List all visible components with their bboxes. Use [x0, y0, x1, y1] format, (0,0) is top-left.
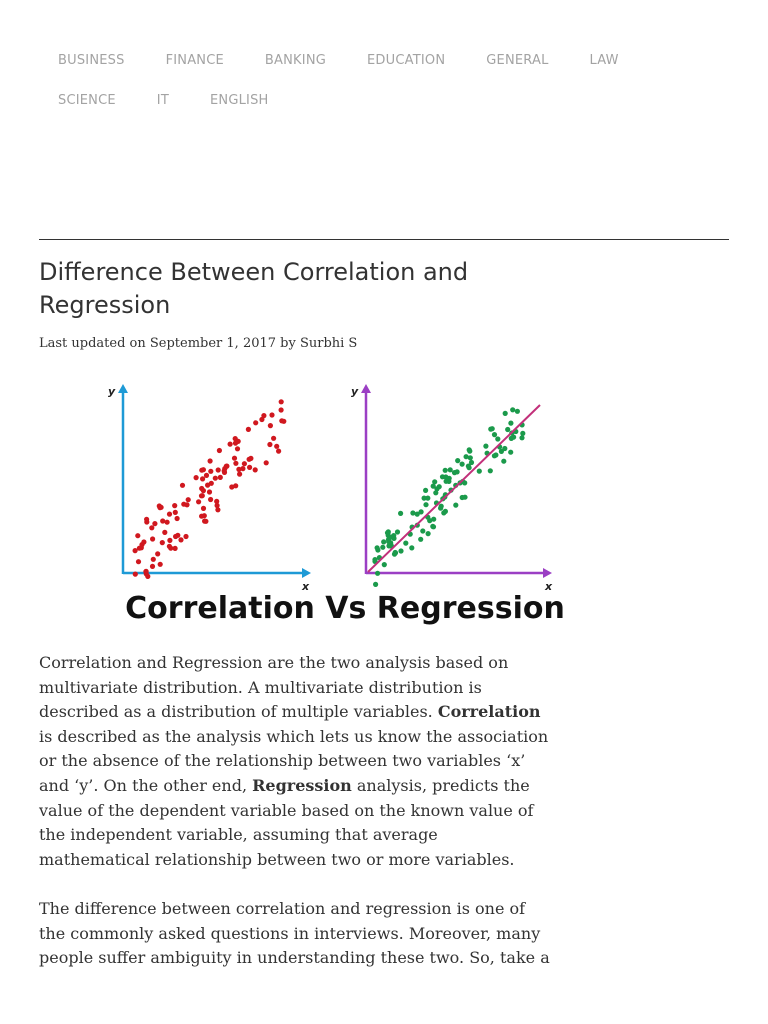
correlation-point	[167, 512, 172, 517]
correlation-point	[199, 493, 204, 498]
correlation-points	[133, 399, 287, 579]
header-divider	[39, 239, 729, 240]
nav-item-business[interactable]: BUSINESS	[58, 52, 125, 68]
regression-point	[490, 426, 495, 431]
correlation-point	[216, 467, 221, 472]
regression-y-arrow	[361, 384, 371, 393]
correlation-point	[207, 489, 212, 494]
regression-point	[519, 435, 524, 440]
correlation-point	[237, 472, 242, 477]
regression-point	[483, 444, 488, 449]
regression-points	[372, 407, 525, 587]
correlation-point	[201, 506, 206, 511]
correlation-point	[209, 481, 214, 486]
regression-point	[375, 545, 380, 550]
regression-point	[431, 517, 436, 522]
correlation-point	[253, 467, 258, 472]
regression-point	[390, 535, 395, 540]
regression-point	[448, 467, 453, 472]
regression-point	[460, 495, 465, 500]
correlation-point	[184, 502, 189, 507]
correlation-point	[204, 473, 209, 478]
regression-point	[453, 503, 458, 508]
regression-point	[437, 484, 442, 489]
regression-point	[423, 488, 428, 493]
regression-point	[503, 411, 508, 416]
correlation-point	[247, 457, 252, 462]
regression-point	[380, 545, 385, 550]
correlation-point	[217, 448, 222, 453]
correlation-point	[236, 439, 241, 444]
correlation-point	[152, 521, 157, 526]
regression-point	[381, 539, 386, 544]
correlation-point	[150, 564, 155, 569]
nav-row-1	[58, 40, 718, 80]
correlation-point	[167, 538, 172, 543]
correlation-point	[202, 513, 207, 518]
regression-point	[469, 460, 474, 465]
regression-point	[511, 435, 516, 440]
correlation-point	[229, 484, 234, 489]
regression-point	[386, 543, 391, 548]
regression-point	[443, 468, 448, 473]
nav-item-law[interactable]: LAW	[589, 52, 619, 68]
regression-point	[385, 530, 390, 535]
correlation-point	[162, 530, 167, 535]
correlation-point	[155, 551, 160, 556]
regression-point	[455, 458, 460, 463]
post-meta: Last updated on September 1, 2017 by Surbhi S	[39, 336, 358, 351]
regression-point	[403, 541, 408, 546]
regression-point	[419, 509, 424, 514]
nav-item-science[interactable]: SCIENCE	[58, 92, 116, 108]
nav-item-education[interactable]: EDUCATION	[367, 52, 446, 68]
regression-point	[508, 450, 513, 455]
correlation-point	[208, 469, 213, 474]
correlation-point	[235, 446, 240, 451]
correlation-point	[208, 497, 213, 502]
regression-point	[502, 446, 507, 451]
correlation-point	[194, 475, 199, 480]
correlation-point	[199, 486, 204, 491]
correlation-x-label: x	[302, 580, 310, 593]
correlation-point	[167, 544, 172, 549]
term-regression: Regression	[252, 775, 352, 795]
regression-point	[410, 510, 415, 515]
regression-point	[423, 502, 428, 507]
regression-point	[488, 468, 493, 473]
nav-row-2	[58, 80, 718, 120]
correlation-point	[135, 533, 140, 538]
correlation-x-arrow	[302, 568, 311, 578]
regression-point	[492, 432, 497, 437]
correlation-point	[175, 516, 180, 521]
nav-item-banking[interactable]: BANKING	[264, 52, 327, 68]
correlation-point	[242, 461, 247, 466]
regression-point	[393, 550, 398, 555]
correlation-point	[186, 497, 191, 502]
correlation-point	[224, 464, 229, 469]
correlation-point	[150, 536, 155, 541]
regression-point	[431, 484, 436, 489]
correlation-point	[232, 456, 237, 461]
correlation-plot	[108, 384, 311, 593]
regression-point	[395, 529, 400, 534]
intro-text-1: Correlation and Regression are the two analysis based on multivariate distribution. A multivariate distribution is described as a distribution of multiple variables.	[39, 653, 509, 722]
correlation-point	[151, 557, 156, 562]
correlation-point	[228, 442, 233, 447]
regression-point	[495, 436, 500, 441]
featured-image	[100, 378, 590, 628]
regression-point	[467, 447, 472, 452]
regression-point	[375, 571, 380, 576]
nav-item-it[interactable]: IT	[156, 92, 169, 108]
correlation-point	[143, 569, 148, 574]
correlation-point	[137, 546, 142, 551]
correlation-point	[136, 559, 141, 564]
regression-x-label: x	[545, 580, 553, 593]
regression-line	[368, 405, 540, 572]
figure-caption: Correlation Vs Regression	[125, 591, 565, 626]
correlation-point	[259, 417, 264, 422]
regression-point	[426, 531, 431, 536]
term-correlation: Correlation	[437, 702, 541, 722]
intro-paragraph	[39, 651, 551, 872]
regression-point	[510, 407, 515, 412]
intro-text-3: analysis, predicts the value of the dependent variable based on the known value of the independent variable, assuming that average mathematical relationship between two or more variables.	[39, 775, 534, 869]
regression-point	[409, 545, 414, 550]
page-title: Difference Between Correlation and Regression	[39, 258, 469, 319]
correlation-point	[173, 546, 178, 551]
regression-plot	[351, 384, 553, 593]
correlation-point	[144, 519, 149, 524]
category-nav	[58, 40, 718, 120]
correlation-point	[157, 503, 162, 508]
correlation-point	[145, 574, 150, 579]
correlation-point	[196, 499, 201, 504]
correlation-point	[149, 525, 154, 530]
nav-item-english[interactable]: ENGLISH	[209, 92, 269, 108]
nav-item-general[interactable]: GENERAL	[486, 52, 549, 68]
correlation-point	[247, 465, 252, 470]
correlation-point	[213, 476, 218, 481]
correlation-point	[183, 534, 188, 539]
correlation-point	[160, 518, 165, 523]
regression-point	[433, 490, 438, 495]
correlation-point	[208, 458, 213, 463]
correlation-point	[271, 436, 276, 441]
regression-y-label: y	[351, 385, 359, 398]
correlation-point	[173, 534, 178, 539]
correlation-point	[279, 399, 284, 404]
correlation-y-arrow	[118, 384, 128, 393]
correlation-point	[276, 449, 281, 454]
correlation-point	[180, 483, 185, 488]
correlation-point	[269, 412, 274, 417]
correlation-point	[218, 475, 223, 480]
regression-point	[515, 409, 520, 414]
correlation-point	[222, 470, 227, 475]
regression-point	[398, 548, 403, 553]
regression-point	[505, 427, 510, 432]
regression-point	[508, 421, 513, 426]
second-paragraph: The difference between correlation and regression is one of the commonly asked questions in interviews. Moreover, many people suffer ambiguity in understanding these two. So, take a	[39, 899, 550, 968]
correlation-point	[215, 507, 220, 512]
correlation-point	[178, 537, 183, 542]
correlation-y-label: y	[108, 385, 116, 398]
regression-point	[467, 465, 472, 470]
correlation-point	[133, 572, 138, 577]
correlation-point	[233, 461, 238, 466]
regression-point	[468, 455, 473, 460]
regression-point	[492, 453, 497, 458]
regression-point	[430, 524, 435, 529]
regression-point	[398, 511, 403, 516]
regression-point	[422, 496, 427, 501]
correlation-point	[200, 476, 205, 481]
correlation-point	[267, 442, 272, 447]
nav-item-finance[interactable]: FINANCE	[165, 52, 224, 68]
regression-point	[443, 509, 448, 514]
regression-point	[444, 479, 449, 484]
regression-point	[501, 459, 506, 464]
correlation-point	[172, 503, 177, 508]
regression-point	[460, 462, 465, 467]
intro-text-2: is described as the analysis which lets us know the association or the absence of the relationship between two variables ‘x’ and ‘y’. On the other end,	[39, 726, 549, 795]
correlation-point	[158, 562, 163, 567]
correlation-point	[268, 423, 273, 428]
correlation-point	[203, 519, 208, 524]
correlation-point	[240, 466, 245, 471]
correlation-point	[264, 460, 269, 465]
regression-point	[373, 582, 378, 587]
regression-point	[520, 431, 525, 436]
correlation-point	[165, 520, 170, 525]
regression-point	[418, 537, 423, 542]
regression-x-arrow	[543, 568, 552, 578]
regression-point	[420, 528, 425, 533]
regression-point	[452, 470, 457, 475]
correlation-point	[279, 418, 284, 423]
correlation-point	[199, 468, 204, 473]
correlation-point	[279, 407, 284, 412]
regression-point	[477, 469, 482, 474]
regression-point	[382, 562, 387, 567]
regression-point	[438, 506, 443, 511]
correlation-point	[215, 503, 220, 508]
correlation-point	[253, 420, 258, 425]
correlation-point	[246, 427, 251, 432]
correlation-point	[160, 540, 165, 545]
correlation-point	[274, 444, 279, 449]
correlation-point	[173, 510, 178, 515]
correlation-vs-regression-figure	[100, 378, 590, 628]
